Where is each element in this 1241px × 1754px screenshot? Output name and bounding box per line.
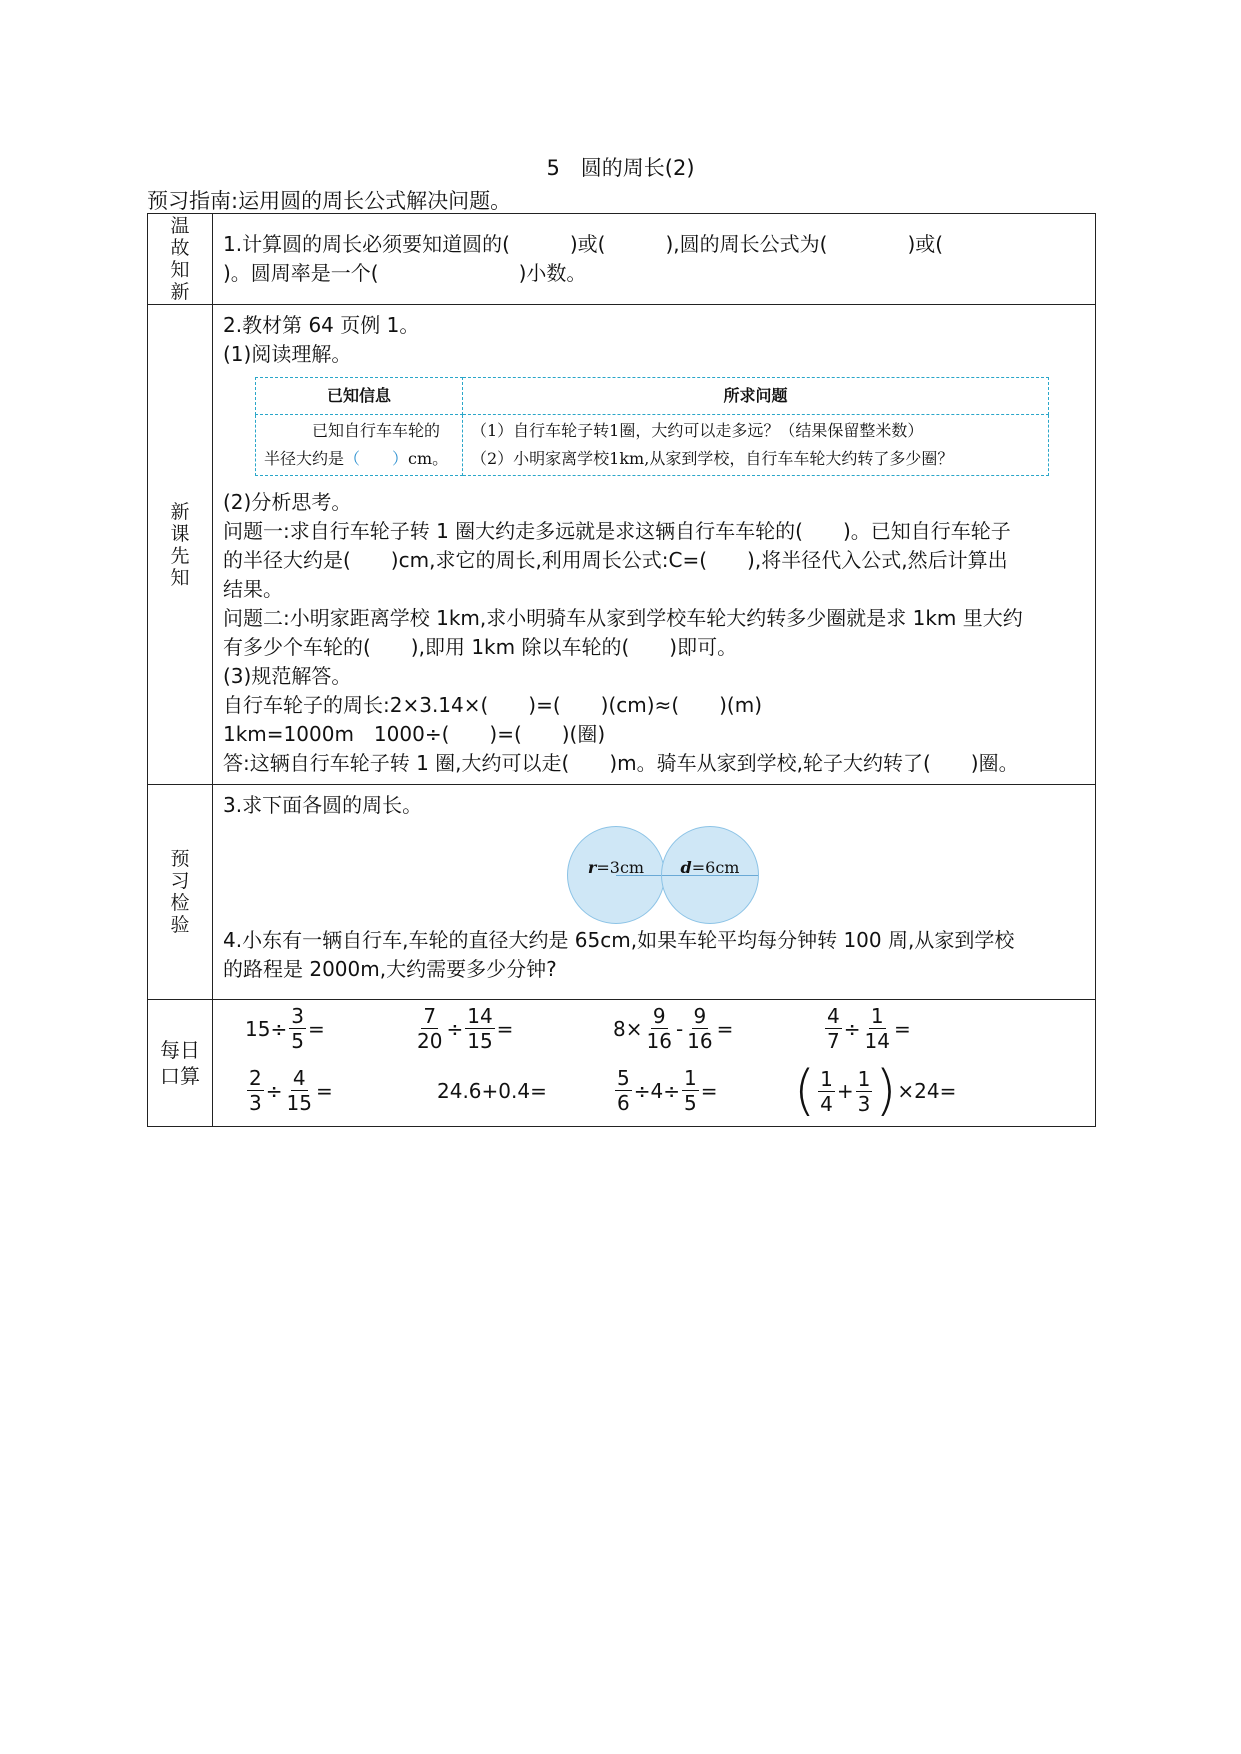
circles-figure bbox=[223, 826, 1085, 926]
review-label-cell bbox=[148, 214, 213, 305]
calc-item-6: 24.6+0.4= bbox=[437, 1079, 547, 1103]
fraction: $\frac{1}{3}$ bbox=[857, 1066, 871, 1116]
daily-calc-content bbox=[213, 1000, 1096, 1127]
daily-calc-label-1: 每日 bbox=[160, 1038, 200, 1062]
fraction: $\frac{1}{4}$ bbox=[820, 1066, 833, 1116]
asked-question-1: （1）自行车轮子转1圈，大约可以走多远？（结果保留整米数） bbox=[471, 421, 924, 440]
asked-question-header: 所求问题 bbox=[463, 378, 1049, 415]
calc-1-prefix: 15÷ bbox=[245, 1016, 288, 1041]
preview-check-content bbox=[213, 785, 1096, 1000]
fraction: $\frac{3}{5}$ bbox=[291, 1004, 304, 1053]
solution-line-2: 1km=1000m 1000÷( )=( )(圈) bbox=[223, 722, 606, 746]
right-paren: ) bbox=[875, 1059, 897, 1122]
daily-calc-row bbox=[148, 1000, 1096, 1127]
step-analysis: (2)分析思考。 bbox=[223, 490, 352, 514]
fraction: $\frac{14}{15}$ bbox=[467, 1004, 493, 1053]
calc-item-3: 8× $\frac{9}{16}$ - $\frac{9}{16}$ = bbox=[613, 1004, 734, 1053]
daily-calc-label-2: 口算 bbox=[160, 1064, 200, 1088]
preview-check-row bbox=[148, 785, 1096, 1000]
circle-diameter-6 bbox=[661, 826, 759, 924]
fraction: $\frac{7}{20}$ bbox=[417, 1004, 443, 1053]
fraction: $\frac{2}{3}$ bbox=[249, 1066, 262, 1115]
diameter-symbol: d bbox=[680, 858, 692, 877]
new-lesson-content bbox=[213, 305, 1096, 785]
known-line-1: 已知自行车车轮的 bbox=[312, 421, 441, 440]
radius-value: =3cm bbox=[596, 858, 645, 877]
fraction: $\frac{9}{16}$ bbox=[687, 1004, 713, 1053]
calc-item-7: $\frac{5}{6}$ ÷4÷ $\frac{1}{5}$ = bbox=[617, 1066, 718, 1115]
known-info-cell bbox=[256, 415, 463, 476]
calc-item-2: $\frac{7}{20}$ ÷ $\frac{14}{15}$ = bbox=[417, 1004, 514, 1053]
analysis-q2-line-2: 有多少个车轮的( ),即用 1km 除以车轮的( )即可。 bbox=[223, 635, 738, 659]
step-reading: (1)阅读理解。 bbox=[223, 342, 352, 366]
known-radius-text: 半径大约是 bbox=[264, 449, 345, 468]
calc-item-5: $\frac{2}{3}$ ÷ $\frac{4}{15}$ = bbox=[249, 1066, 333, 1115]
known-line-2 bbox=[264, 445, 454, 473]
known-info-header: 已知信息 bbox=[256, 378, 463, 415]
asked-question-2: （2）小明家离学校1km,从家到学校，自行车车轮大约转了多少圈？ bbox=[471, 449, 954, 468]
analysis-q1-line-1: 问题一:求自行车轮子转 1 圈大约走多远就是求这辆自行车车轮的( )。已知自行车轮子 bbox=[223, 519, 1011, 543]
preview-check-label-cell bbox=[148, 785, 213, 1000]
page-title: 5 圆的周长(2) bbox=[546, 156, 695, 180]
review-line-1: 1.计算圆的周长必须要知道圆的( )或( ),圆的周长公式为( )或( bbox=[223, 232, 944, 256]
fraction: $\frac{1}{5}$ bbox=[683, 1066, 697, 1115]
question-4-line-1: 4.小东有一辆自行车,车轮的直径大约是 65cm,如果车轮平均每分钟转 100 周,从家到学校 bbox=[223, 928, 1015, 952]
new-lesson-label: 新课先知 bbox=[170, 500, 190, 589]
circle-radius-3 bbox=[567, 826, 665, 924]
review-line-2: )。圆周率是一个( )小数。 bbox=[223, 261, 587, 285]
radius-symbol: r bbox=[587, 858, 597, 877]
new-lesson-row bbox=[148, 305, 1096, 785]
left-paren: ( bbox=[794, 1059, 816, 1122]
radius-blank: （ ） bbox=[344, 449, 409, 468]
preview-check-label: 预习检验 bbox=[170, 848, 190, 936]
fraction: $\frac{9}{16}$ bbox=[646, 1004, 672, 1053]
circle-1-label bbox=[568, 853, 664, 882]
fraction: $\frac{1}{14}$ bbox=[864, 1004, 890, 1053]
daily-calc-label-cell bbox=[148, 1000, 213, 1127]
calc-item-4: $\frac{4}{7}$ ÷ $\frac{1}{14}$ = bbox=[827, 1004, 911, 1053]
fraction: $\frac{5}{6}$ bbox=[617, 1066, 630, 1115]
review-row bbox=[148, 214, 1096, 305]
question-3: 3.求下面各圆的周长。 bbox=[223, 793, 423, 817]
calc-item-8: ( $\frac{1}{4}$ + $\frac{1}{3}$ ) ×24= bbox=[794, 1059, 957, 1122]
analysis-q2-line-1: 问题二:小明家距离学校 1km,求小明骑车从家到学校车轮大约转多少圈就是求 1km 里大约 bbox=[223, 606, 1023, 630]
analysis-q1-line-2: 的半径大约是( )cm,求它的周长,利用周长公式:C=( ),将半径代入公式,然后计算出 bbox=[223, 548, 1008, 572]
step-solution: (3)规范解答。 bbox=[223, 664, 352, 688]
example-ref: 2.教材第 64 页例 1。 bbox=[223, 313, 420, 337]
analysis-q1-line-3: 结果。 bbox=[223, 577, 283, 601]
fraction: $\frac{4}{15}$ bbox=[286, 1066, 312, 1115]
review-label: 温故知新 bbox=[170, 215, 190, 303]
answer-line: 答:这辆自行车轮子转 1 圈,大约可以走( )m。骑车从家到学校,轮子大约转了( )圈。 bbox=[223, 751, 1019, 775]
circle-2-label bbox=[662, 853, 758, 882]
review-content bbox=[213, 214, 1096, 305]
new-lesson-label-cell bbox=[148, 305, 213, 785]
worksheet-table bbox=[147, 213, 1096, 1127]
info-box bbox=[255, 377, 1049, 476]
fraction: $\frac{4}{7}$ bbox=[827, 1004, 840, 1053]
known-unit: cm。 bbox=[408, 449, 449, 468]
question-4-line-2: 的路程是 2000m,大约需要多少分钟? bbox=[223, 957, 557, 981]
diameter-value: =6cm bbox=[691, 858, 740, 877]
asked-question-cell bbox=[463, 415, 1049, 476]
preview-guide: 预习指南:运用圆的周长公式解决问题。 bbox=[147, 189, 512, 213]
calc-item-1: 15÷ $\frac{3}{5}$ = bbox=[245, 1004, 325, 1053]
solution-line-1: 自行车轮子的周长:2×3.14×( )=( )(cm)≈( )(m) bbox=[223, 693, 763, 717]
